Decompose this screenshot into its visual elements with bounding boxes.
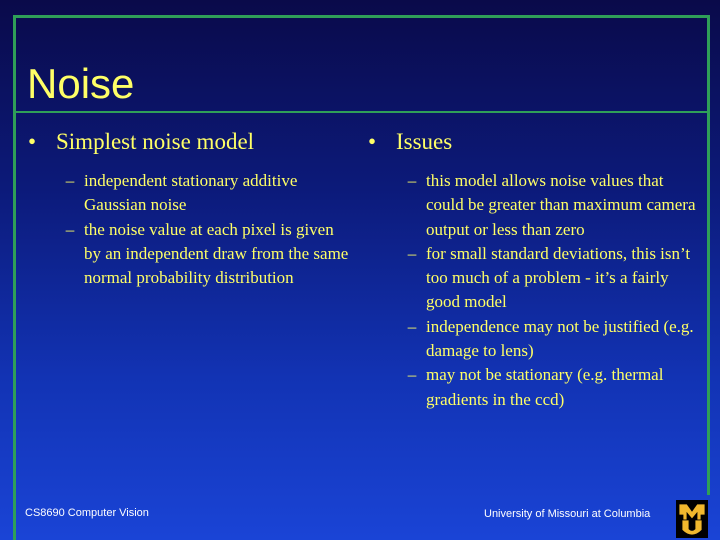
list-item-text: may not be stationary (e.g. thermal gradients in the ccd) [426,365,664,409]
left-column [28,127,350,290]
footer-course-name: CS8690 Computer Vision [25,507,149,519]
dash-marker: – [407,316,417,336]
dash-marker: – [65,171,75,190]
right-column [368,127,698,412]
list-item-text: the noise value at each pixel is given by an independent draw from the same normal probability distribution [84,219,349,288]
bullet-issues [368,127,698,157]
list-item [56,218,350,291]
title-divider [13,111,710,113]
list-item-text: this model allows noise values that could be greater than maximum camera output or less than zero [426,171,696,239]
bullet-dot: • [28,129,37,154]
frame-top-border [13,15,710,18]
list-item [398,242,698,315]
dash-marker: – [65,219,75,239]
frame-left-border [13,15,16,540]
bullet-text: Simplest noise model [56,129,255,154]
bullet-dot: • [368,129,377,154]
right-sub-list [398,169,698,412]
list-item [398,169,698,242]
list-item-text: independent stationary additive Gaussian noise [84,171,298,215]
list-item [398,315,698,364]
frame-right-border [707,15,710,495]
bullet-text: Issues [396,129,453,154]
list-item [398,363,698,412]
mu-university-logo-icon [676,500,708,538]
footer-university-name: University of Missouri at Columbia [484,508,651,520]
bullet-simplest-noise-model [28,127,350,157]
dash-marker: – [407,243,417,263]
slide-title: Noise [27,60,135,107]
dash-marker: – [407,365,417,385]
left-sub-list [56,169,350,290]
list-item [56,169,350,218]
dash-marker: – [407,171,417,190]
list-item-text: for small standard deviations, this isn’t too much of a problem - it’s a fairly good model [426,243,691,312]
list-item-text: independence may not be justified (e.g. damage to lens) [426,316,694,361]
